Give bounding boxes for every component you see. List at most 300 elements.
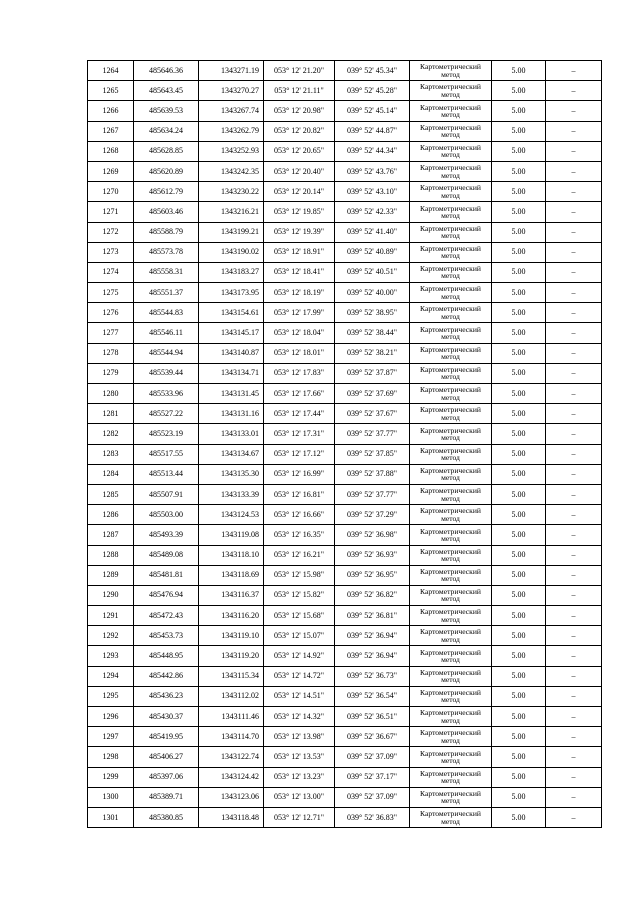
latitude-cell: 053° 12' 17.31" [264,424,335,444]
y-coordinate-cell: 1343216.21 [199,202,264,222]
point-number-cell: 1301 [88,807,134,827]
longitude-cell: 039° 52' 37.85" [335,444,410,464]
table-row [88,666,602,686]
method-label-line: метод [441,594,460,604]
x-coordinate-cell: 485558.31 [134,262,199,282]
method-label-line: метод [441,473,460,483]
latitude-cell: 053° 12' 21.20" [264,61,335,81]
latitude-cell: 053° 12' 17.66" [264,384,335,404]
y-coordinate-cell: 1343122.74 [199,747,264,767]
method-cell [410,525,492,545]
table-row [88,404,602,424]
x-coordinate-cell: 485646.36 [134,61,199,81]
latitude-cell: 053° 12' 20.40" [264,161,335,181]
point-number-cell: 1300 [88,787,134,807]
method-cell [410,606,492,626]
table-row [88,424,602,444]
precision-cell: 5.00 [492,727,546,747]
method-cell [410,182,492,202]
method-cell [410,807,492,827]
point-number-cell: 1267 [88,121,134,141]
point-number-cell: 1297 [88,727,134,747]
longitude-cell: 039° 52' 40.89" [335,242,410,262]
longitude-cell: 039° 52' 36.67" [335,727,410,747]
method-label-line: Картометрический [420,142,481,152]
method-label-line: Картометрический [420,365,481,374]
note-cell: – [546,666,602,686]
note-cell: – [546,686,602,706]
method-cell [410,101,492,121]
point-number-cell: 1298 [88,747,134,767]
method-label-line: метод [441,69,460,79]
method-label-line: Картометрический [420,203,481,213]
table-row [88,626,602,646]
point-number-cell: 1269 [88,161,134,181]
latitude-cell: 053° 12' 18.41" [264,262,335,282]
method-label-line: метод [441,493,460,503]
point-number-cell: 1265 [88,81,134,101]
table-row [88,323,602,343]
method-label-line: метод [441,634,460,644]
latitude-cell: 053° 12' 20.98" [264,101,335,121]
method-label-line: метод [441,332,460,342]
note-cell: – [546,81,602,101]
method-label-line: Картометрический [420,122,481,132]
longitude-cell: 039° 52' 36.51" [335,707,410,727]
y-coordinate-cell: 1343199.21 [199,222,264,242]
x-coordinate-cell: 485539.44 [134,363,199,383]
point-number-cell: 1266 [88,101,134,121]
longitude-cell: 039° 52' 37.87" [335,363,410,383]
method-cell [410,444,492,464]
point-number-cell: 1264 [88,61,134,81]
method-label-line: метод [441,109,460,119]
precision-cell: 5.00 [492,626,546,646]
note-cell: – [546,222,602,242]
table-row [88,444,602,464]
precision-cell: 5.00 [492,444,546,464]
method-label-line: Картометрический [420,566,481,576]
longitude-cell: 039° 52' 37.29" [335,505,410,525]
longitude-cell: 039° 52' 45.14" [335,101,410,121]
y-coordinate-cell: 1343111.46 [199,707,264,727]
method-cell [410,464,492,484]
precision-cell: 5.00 [492,525,546,545]
note-cell: – [546,363,602,383]
longitude-cell: 039° 52' 38.44" [335,323,410,343]
y-coordinate-cell: 1343183.27 [199,262,264,282]
method-label-line: Картометрический [420,788,481,798]
y-coordinate-cell: 1343135.30 [199,464,264,484]
method-label-line: метод [441,372,460,382]
table-row [88,707,602,727]
method-label-line: метод [441,231,460,241]
note-cell: – [546,141,602,161]
note-cell: – [546,323,602,343]
method-cell [410,424,492,444]
method-label-line: метод [441,776,460,786]
latitude-cell: 053° 12' 20.82" [264,121,335,141]
table-row [88,343,602,363]
longitude-cell: 039° 52' 38.21" [335,343,410,363]
note-cell: – [546,545,602,565]
method-label-line: метод [441,311,460,321]
y-coordinate-cell: 1343118.69 [199,565,264,585]
method-label-line: Картометрический [420,526,481,536]
longitude-cell: 039° 52' 38.95" [335,303,410,323]
longitude-cell: 039° 52' 36.93" [335,545,410,565]
latitude-cell: 053° 12' 18.01" [264,343,335,363]
method-label-line: метод [441,796,460,806]
method-label-line: метод [441,190,460,200]
x-coordinate-cell: 485453.73 [134,626,199,646]
method-label-line: Картометрический [420,688,481,697]
method-cell [410,363,492,383]
latitude-cell: 053° 12' 16.35" [264,525,335,545]
precision-cell: 5.00 [492,343,546,363]
note-cell: – [546,242,602,262]
note-cell: – [546,161,602,181]
method-cell [410,61,492,81]
precision-cell: 5.00 [492,585,546,605]
longitude-cell: 039° 52' 45.28" [335,81,410,101]
x-coordinate-cell: 485430.37 [134,707,199,727]
x-coordinate-cell: 485603.46 [134,202,199,222]
y-coordinate-cell: 1343140.87 [199,343,264,363]
method-cell [410,727,492,747]
precision-cell: 5.00 [492,323,546,343]
note-cell: – [546,626,602,646]
precision-cell: 5.00 [492,101,546,121]
x-coordinate-cell: 485513.44 [134,464,199,484]
x-coordinate-cell: 485551.37 [134,283,199,303]
note-cell: – [546,646,602,666]
method-label-line: метод [441,291,460,301]
method-label-line: метод [441,412,460,422]
method-cell [410,222,492,242]
method-label-line: Картометрический [420,506,481,516]
note-cell: – [546,525,602,545]
method-cell [410,565,492,585]
point-number-cell: 1273 [88,242,134,262]
method-label-line: Картометрический [420,546,481,556]
longitude-cell: 039° 52' 43.76" [335,161,410,181]
point-number-cell: 1287 [88,525,134,545]
method-label-line: метод [441,170,460,180]
table-row [88,686,602,706]
longitude-cell: 039° 52' 36.94" [335,646,410,666]
method-cell [410,767,492,787]
point-number-cell: 1275 [88,283,134,303]
latitude-cell: 053° 12' 20.14" [264,182,335,202]
method-label-line: метод [441,655,460,665]
x-coordinate-cell: 485472.43 [134,606,199,626]
longitude-cell: 039° 52' 37.67" [335,404,410,424]
table-row [88,606,602,626]
table-row [88,182,602,202]
table-row [88,242,602,262]
point-number-cell: 1284 [88,464,134,484]
note-cell: – [546,767,602,787]
method-label-line: метод [441,432,460,442]
table-row [88,384,602,404]
point-number-cell: 1290 [88,585,134,605]
y-coordinate-cell: 1343252.93 [199,141,264,161]
longitude-cell: 039° 52' 40.00" [335,283,410,303]
note-cell: – [546,444,602,464]
y-coordinate-cell: 1343119.08 [199,525,264,545]
method-label-line: метод [441,675,460,685]
x-coordinate-cell: 485544.94 [134,343,199,363]
table-row [88,525,602,545]
x-coordinate-cell: 485507.91 [134,484,199,504]
method-label-line: Картометрический [420,82,481,92]
point-number-cell: 1294 [88,666,134,686]
note-cell: – [546,343,602,363]
method-label-line: Картометрический [420,405,481,415]
latitude-cell: 053° 12' 20.65" [264,141,335,161]
note-cell: – [546,484,602,504]
table-row [88,303,602,323]
method-cell [410,283,492,303]
point-number-cell: 1277 [88,323,134,343]
point-number-cell: 1276 [88,303,134,323]
method-label-line: Картометрический [420,344,481,354]
note-cell: – [546,424,602,444]
y-coordinate-cell: 1343271.19 [199,61,264,81]
table-row [88,61,602,81]
method-label-line: Картометрический [420,627,481,637]
table-row [88,363,602,383]
note-cell: – [546,585,602,605]
point-number-cell: 1274 [88,262,134,282]
precision-cell: 5.00 [492,424,546,444]
note-cell: – [546,121,602,141]
latitude-cell: 053° 12' 16.21" [264,545,335,565]
method-label-line: метод [441,715,460,725]
table-row [88,283,602,303]
note-cell: – [546,606,602,626]
longitude-cell: 039° 52' 37.77" [335,484,410,504]
longitude-cell: 039° 52' 37.77" [335,424,410,444]
method-cell [410,141,492,161]
point-number-cell: 1270 [88,182,134,202]
x-coordinate-cell: 485517.55 [134,444,199,464]
method-cell [410,787,492,807]
note-cell: – [546,747,602,767]
table-row [88,807,602,827]
y-coordinate-cell: 1343134.67 [199,444,264,464]
latitude-cell: 053° 12' 13.98" [264,727,335,747]
precision-cell: 5.00 [492,283,546,303]
x-coordinate-cell: 485639.53 [134,101,199,121]
method-label-line: Картометрический [420,163,481,173]
precision-cell: 5.00 [492,363,546,383]
point-number-cell: 1283 [88,444,134,464]
method-label-line: Картометрический [420,465,481,475]
method-label-line: метод [441,513,460,523]
y-coordinate-cell: 1343267.74 [199,101,264,121]
precision-cell: 5.00 [492,61,546,81]
point-number-cell: 1282 [88,424,134,444]
method-cell [410,545,492,565]
y-coordinate-cell: 1343134.71 [199,363,264,383]
latitude-cell: 053° 12' 16.99" [264,464,335,484]
x-coordinate-cell: 485476.94 [134,585,199,605]
method-cell [410,626,492,646]
y-coordinate-cell: 1343133.39 [199,484,264,504]
longitude-cell: 039° 52' 40.51" [335,262,410,282]
method-label-line: метод [441,695,460,705]
precision-cell: 5.00 [492,484,546,504]
precision-cell: 5.00 [492,807,546,827]
precision-cell: 5.00 [492,787,546,807]
point-number-cell: 1295 [88,686,134,706]
longitude-cell: 039° 52' 37.69" [335,384,410,404]
note-cell: – [546,404,602,424]
method-cell [410,404,492,424]
point-number-cell: 1296 [88,707,134,727]
table-row [88,505,602,525]
method-label-line: Картометрический [420,486,481,496]
latitude-cell: 053° 12' 13.53" [264,747,335,767]
coordinates-table [87,60,602,828]
x-coordinate-cell: 485389.71 [134,787,199,807]
y-coordinate-cell: 1343154.61 [199,303,264,323]
longitude-cell: 039° 52' 36.82" [335,585,410,605]
method-label-line: Картометрический [420,607,481,617]
precision-cell: 5.00 [492,182,546,202]
method-label-line: Картометрический [420,748,481,758]
longitude-cell: 039° 52' 36.95" [335,565,410,585]
point-number-cell: 1299 [88,767,134,787]
longitude-cell: 039° 52' 36.81" [335,606,410,626]
y-coordinate-cell: 1343112.02 [199,686,264,706]
latitude-cell: 053° 12' 15.98" [264,565,335,585]
method-cell [410,666,492,686]
y-coordinate-cell: 1343114.70 [199,727,264,747]
note-cell: – [546,727,602,747]
note-cell: – [546,101,602,121]
method-label-line: Картометрический [420,102,481,112]
precision-cell: 5.00 [492,464,546,484]
y-coordinate-cell: 1343124.53 [199,505,264,525]
table-row [88,767,602,787]
point-number-cell: 1271 [88,202,134,222]
latitude-cell: 053° 12' 18.19" [264,283,335,303]
precision-cell: 5.00 [492,141,546,161]
point-number-cell: 1272 [88,222,134,242]
precision-cell: 5.00 [492,384,546,404]
method-label-line: Картометрический [420,284,481,294]
precision-cell: 5.00 [492,222,546,242]
x-coordinate-cell: 485419.95 [134,727,199,747]
x-coordinate-cell: 485628.85 [134,141,199,161]
table-row [88,161,602,181]
method-label-line: Картометрический [420,385,481,395]
y-coordinate-cell: 1343123.06 [199,787,264,807]
x-coordinate-cell: 485493.39 [134,525,199,545]
precision-cell: 5.00 [492,646,546,666]
x-coordinate-cell: 485406.27 [134,747,199,767]
method-label-line: Картометрический [420,243,481,253]
method-label-line: Картометрический [420,304,481,314]
latitude-cell: 053° 12' 17.12" [264,444,335,464]
note-cell: – [546,182,602,202]
method-label-line: Картометрический [420,183,481,193]
x-coordinate-cell: 485546.11 [134,323,199,343]
table-row [88,484,602,504]
y-coordinate-cell: 1343118.48 [199,807,264,827]
precision-cell: 5.00 [492,747,546,767]
y-coordinate-cell: 1343270.27 [199,81,264,101]
method-label-line: метод [441,554,460,564]
method-label-line: метод [441,392,460,402]
y-coordinate-cell: 1343242.35 [199,161,264,181]
x-coordinate-cell: 485612.79 [134,182,199,202]
precision-cell: 5.00 [492,666,546,686]
latitude-cell: 053° 12' 19.85" [264,202,335,222]
latitude-cell: 053° 12' 18.04" [264,323,335,343]
method-label-line: метод [441,210,460,220]
table-row [88,464,602,484]
note-cell: – [546,807,602,827]
point-number-cell: 1280 [88,384,134,404]
y-coordinate-cell: 1343115.34 [199,666,264,686]
x-coordinate-cell: 485442.86 [134,666,199,686]
table-row [88,81,602,101]
longitude-cell: 039° 52' 44.87" [335,121,410,141]
latitude-cell: 053° 12' 14.51" [264,686,335,706]
latitude-cell: 053° 12' 13.23" [264,767,335,787]
method-cell [410,303,492,323]
table-row [88,101,602,121]
x-coordinate-cell: 485503.00 [134,505,199,525]
x-coordinate-cell: 485544.83 [134,303,199,323]
method-label-line: метод [441,816,460,826]
longitude-cell: 039° 52' 36.83" [335,807,410,827]
precision-cell: 5.00 [492,161,546,181]
method-label-line: метод [441,614,460,624]
longitude-cell: 039° 52' 42.33" [335,202,410,222]
precision-cell: 5.00 [492,242,546,262]
latitude-cell: 053° 12' 17.83" [264,363,335,383]
longitude-cell: 039° 52' 36.54" [335,686,410,706]
longitude-cell: 039° 52' 36.98" [335,525,410,545]
y-coordinate-cell: 1343173.95 [199,283,264,303]
latitude-cell: 053° 12' 16.81" [264,484,335,504]
latitude-cell: 053° 12' 14.92" [264,646,335,666]
y-coordinate-cell: 1343119.20 [199,646,264,666]
method-label-line: Картометрический [420,809,481,819]
method-cell [410,161,492,181]
x-coordinate-cell: 485573.78 [134,242,199,262]
point-number-cell: 1279 [88,363,134,383]
table-row [88,585,602,605]
x-coordinate-cell: 485481.81 [134,565,199,585]
table-row [88,222,602,242]
y-coordinate-cell: 1343262.79 [199,121,264,141]
y-coordinate-cell: 1343190.02 [199,242,264,262]
method-label-line: Картометрический [420,647,481,657]
longitude-cell: 039° 52' 43.10" [335,182,410,202]
method-cell [410,323,492,343]
method-cell [410,585,492,605]
point-number-cell: 1288 [88,545,134,565]
longitude-cell: 039° 52' 44.34" [335,141,410,161]
precision-cell: 5.00 [492,262,546,282]
longitude-cell: 039° 52' 41.40" [335,222,410,242]
